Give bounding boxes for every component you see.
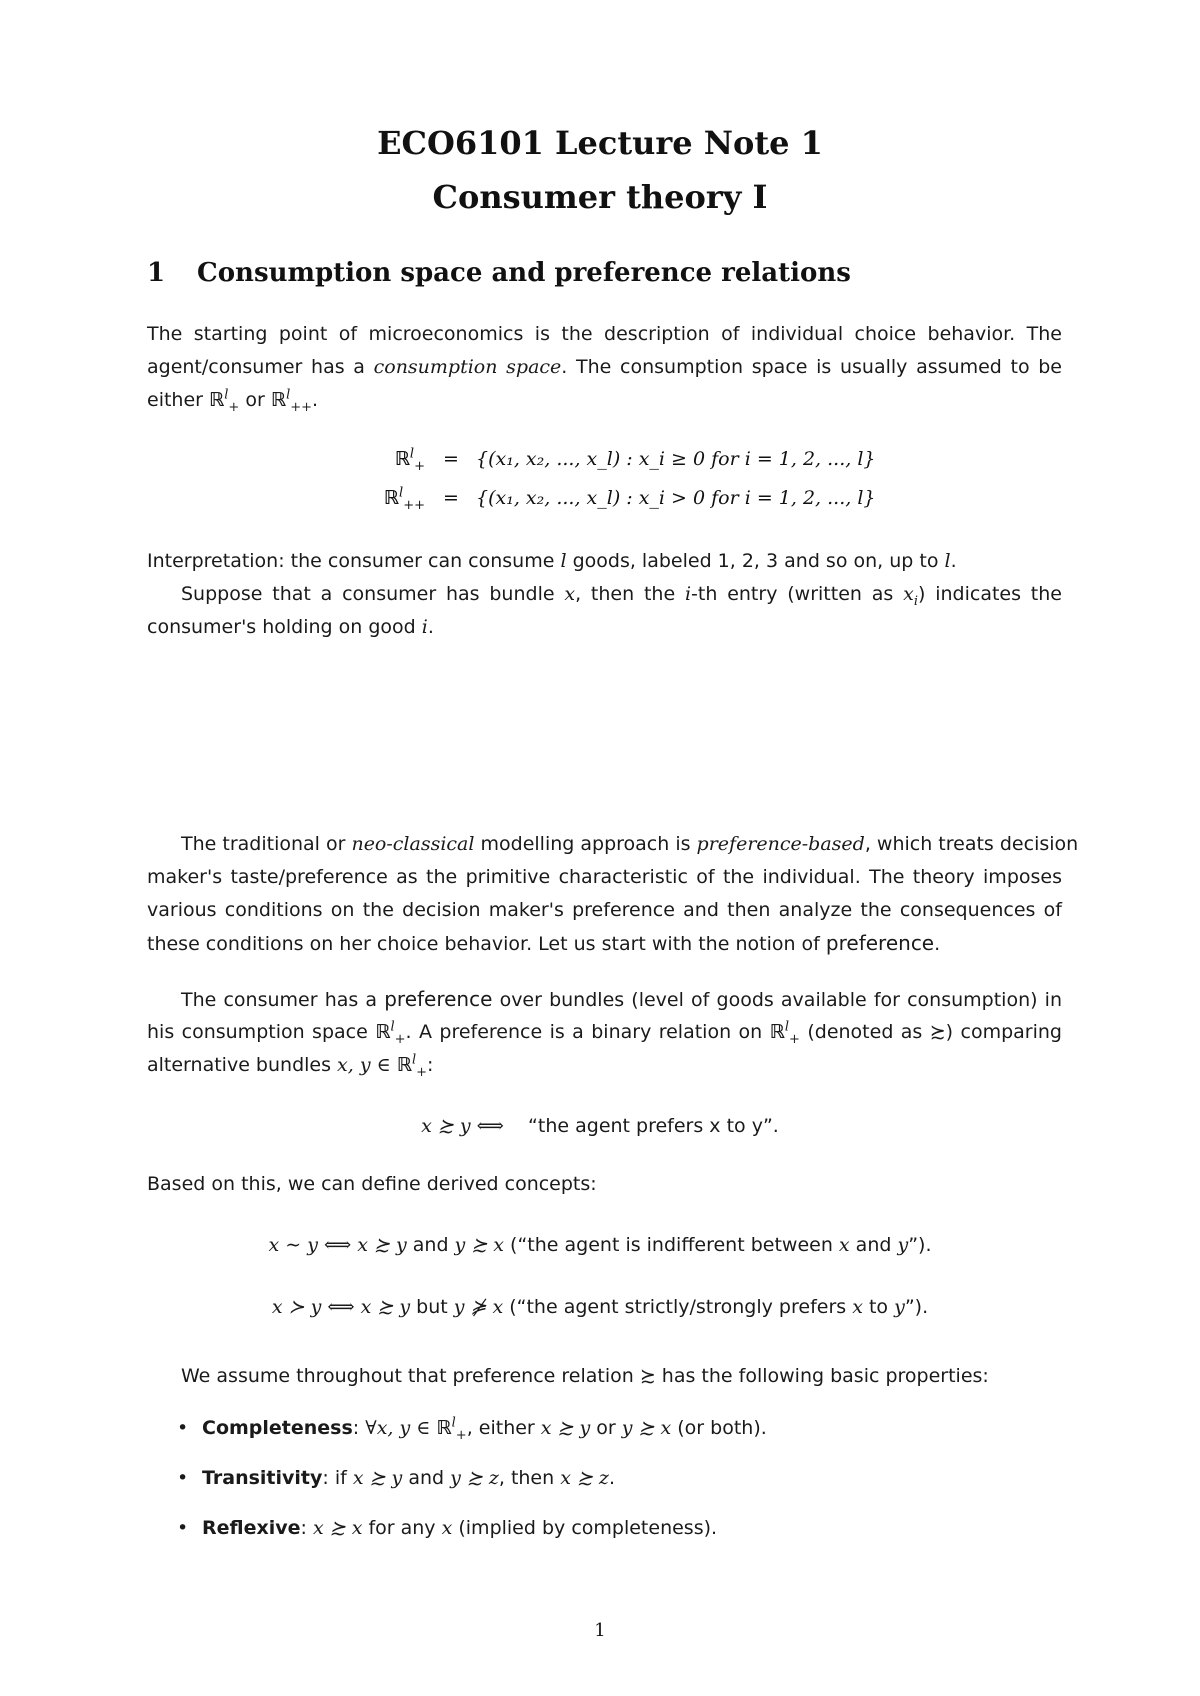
math-expr: y ⋡ x xyxy=(453,1296,504,1318)
preference-definition xyxy=(0,1114,1200,1138)
text-span: : xyxy=(427,1054,434,1076)
equation-1-rhs xyxy=(476,448,876,470)
paragraph-2-line-2 xyxy=(181,582,1062,609)
text-span: modelling approach is xyxy=(474,833,697,855)
subscript-plusplus: ++ xyxy=(403,497,425,513)
paragraph-3-line-3: various conditions on the decision maker's preference and then analyze the consequences of xyxy=(147,899,1062,921)
text-span: , then xyxy=(498,1467,561,1489)
paragraph-4-line-1 xyxy=(181,987,1062,1012)
math-forall: ∀x, y ∈ xyxy=(365,1417,437,1439)
equation-2-rhs xyxy=(476,487,876,509)
text-span: . xyxy=(312,389,319,411)
superscript-l: l xyxy=(451,1415,456,1431)
text-span: his consumption space xyxy=(147,1021,376,1043)
math-i: i xyxy=(684,583,692,605)
math-y: y xyxy=(894,1296,905,1318)
paragraph-3-line-1 xyxy=(181,832,1079,856)
text-span: (denoted as xyxy=(799,1021,930,1043)
subscript-plus: + xyxy=(414,458,425,474)
math-l: l xyxy=(560,550,567,572)
text-span: : xyxy=(352,1417,366,1439)
reals-symbol: ℝ xyxy=(769,1021,785,1043)
text-span: , either xyxy=(466,1417,541,1439)
reals-symbol: ℝ xyxy=(209,389,225,411)
reals-symbol: ℝ xyxy=(375,1021,391,1043)
relation-symbol: ≿ xyxy=(639,1365,656,1387)
text-span: (implied by completeness). xyxy=(452,1517,718,1539)
emphasis-preference-based: preference-based xyxy=(696,833,865,855)
paragraph-6 xyxy=(181,1364,989,1388)
math-expr: x ≿ z xyxy=(560,1467,609,1489)
text-span: ) indicates the xyxy=(917,583,1062,605)
paragraph-4-line-3 xyxy=(147,1052,434,1080)
math-expr: y ≿ x xyxy=(621,1417,672,1439)
paragraph-2-line-3 xyxy=(147,615,434,639)
paragraph-3-line-4 xyxy=(147,931,940,956)
text-span: or xyxy=(239,389,271,411)
bullet-marker: • xyxy=(177,1417,189,1439)
text-span: over bundles (level of goods available for consumption) in xyxy=(492,989,1062,1011)
text-span: Interpretation: the consumer can consume xyxy=(147,550,561,572)
math-xy-in: x, y ∈ xyxy=(337,1054,397,1076)
subscript-plus: + xyxy=(455,1427,467,1443)
set-definition-nonneg: {(x₁, x₂, ..., x_l) : x_i ≥ 0 for i = 1, 2, ..., l} xyxy=(476,448,876,470)
text-span: ) comparing xyxy=(945,1021,1062,1043)
text-span: . xyxy=(427,616,434,638)
math-l: l xyxy=(944,550,951,572)
text-span: (“the agent is indifferent between xyxy=(504,1234,839,1256)
math-expr: x ≻ y ⟺ x ≿ y xyxy=(271,1296,411,1318)
bullet-reflexive xyxy=(202,1516,717,1540)
paragraph-5: Based on this, we can define derived concepts: xyxy=(147,1173,597,1195)
paragraph-1-line-1: The starting point of microeconomics is the description of individual choice behavior. The xyxy=(147,323,1062,345)
text-span: Suppose that a consumer has bundle xyxy=(181,583,565,605)
math-expr: x ≿ y xyxy=(540,1417,591,1439)
math-i: i xyxy=(421,616,428,638)
subscript-plus: + xyxy=(394,1031,406,1047)
term-reflexive: Reflexive xyxy=(202,1517,301,1539)
document-subtitle: Consumer theory I xyxy=(432,178,768,216)
relation-symbol: ≿ xyxy=(929,1021,946,1043)
text-span: alternative bundles xyxy=(147,1054,338,1076)
section-heading xyxy=(147,258,851,288)
reals-symbol: ℝ xyxy=(396,1054,412,1076)
text-span: : xyxy=(300,1517,313,1539)
superscript-l: l xyxy=(784,1019,790,1035)
text-span: and xyxy=(406,1234,455,1256)
section-title: Consumption space and preference relations xyxy=(197,258,851,288)
text-span: : if xyxy=(322,1467,353,1489)
term-completeness: Completeness xyxy=(202,1417,353,1439)
section-number: 1 xyxy=(147,258,166,288)
subscript-plus: + xyxy=(228,399,240,415)
text-span: -th entry (written as xyxy=(691,583,904,605)
text-span: . The consumption space is usually assumed to be xyxy=(561,356,1063,378)
text-span: . A preference is a binary relation on xyxy=(405,1021,770,1043)
text-span: to xyxy=(862,1296,895,1318)
text-span: ”). xyxy=(904,1296,929,1318)
reals-symbol: ℝ xyxy=(383,487,400,509)
set-definition-pos: {(x₁, x₂, ..., x_l) : x_i > 0 for i = 1, 2, ..., l} xyxy=(476,487,876,509)
equation-2-lhs xyxy=(355,485,425,513)
superscript-l: l xyxy=(390,1019,395,1035)
reals-symbol: ℝ xyxy=(394,448,410,470)
subscript-plusplus: ++ xyxy=(290,399,313,415)
bullet-marker: • xyxy=(177,1467,189,1489)
paragraph-2-line-1 xyxy=(147,549,957,573)
text-span: has the following basic properties: xyxy=(655,1365,989,1387)
superscript-l: l xyxy=(411,1052,417,1068)
relation-meaning: “the agent prefers x to y”. xyxy=(528,1115,779,1137)
indifference-definition xyxy=(0,1233,1200,1257)
superscript-l: l xyxy=(286,387,291,403)
math-x: x xyxy=(838,1234,850,1256)
document-title: ECO6101 Lecture Note 1 xyxy=(377,124,823,162)
text-span: and xyxy=(849,1234,898,1256)
subscript-plus: + xyxy=(789,1031,800,1047)
text-span: agent/consumer has a xyxy=(147,356,374,378)
term-preference: preference xyxy=(825,931,935,955)
superscript-l: l xyxy=(224,387,229,403)
term-transitivity: Transitivity xyxy=(202,1467,323,1489)
text-span: goods, labeled 1, 2, 3 and so on, up to xyxy=(566,550,945,572)
superscript-l: l xyxy=(399,485,404,501)
math-y: y xyxy=(897,1234,909,1256)
strict-preference-definition xyxy=(0,1295,1200,1319)
math-expr: x ≿ y xyxy=(352,1467,403,1489)
paragraph-3-line-2: maker's taste/preference as the primitive characteristic of the individual. The theory imposes xyxy=(147,866,1062,888)
text-span: . xyxy=(934,933,941,955)
paragraph-4-line-2 xyxy=(147,1019,1062,1047)
superscript-l: l xyxy=(409,446,415,462)
emphasis-neo-classical: neo-classical xyxy=(351,833,475,855)
reals-symbol: ℝ xyxy=(270,389,287,411)
math-relation: x ≿ y ⟺ xyxy=(421,1115,504,1137)
bullet-marker: • xyxy=(177,1517,189,1539)
text-span: The consumer has a xyxy=(181,989,385,1011)
text-span: and xyxy=(402,1467,451,1489)
text-span: ”). xyxy=(908,1234,932,1256)
text-span: We assume throughout that preference relation xyxy=(181,1365,640,1387)
text-span: . xyxy=(950,550,957,572)
reals-symbol: ℝ xyxy=(436,1417,452,1439)
text-span: or xyxy=(590,1417,622,1439)
equation-1-lhs xyxy=(355,446,425,474)
text-span: (or both). xyxy=(671,1417,767,1439)
math-x: x xyxy=(852,1296,863,1318)
text-span: The traditional or xyxy=(181,833,352,855)
text-span: (“the agent strictly/strongly prefers xyxy=(503,1296,853,1318)
bullet-completeness xyxy=(202,1415,767,1443)
text-span: , then the xyxy=(575,583,685,605)
text-span: either xyxy=(147,389,210,411)
subscript-i: i xyxy=(913,593,918,609)
math-expr: y ≿ z xyxy=(450,1467,499,1489)
subscript-plus: + xyxy=(416,1064,428,1080)
text-span: but xyxy=(410,1296,454,1318)
text-span: . xyxy=(608,1467,615,1489)
equals-sign: = xyxy=(443,487,459,509)
math-expr: x ≿ x xyxy=(312,1517,363,1539)
math-expr: x ∼ y ⟺ x ≿ y xyxy=(268,1234,407,1256)
math-x: x xyxy=(441,1517,453,1539)
text-span: these conditions on her choice behavior. Let us start with the notion of xyxy=(147,933,826,955)
equals-sign: = xyxy=(443,448,459,470)
paragraph-1-line-3 xyxy=(147,387,319,415)
text-span: , which treats decision xyxy=(864,833,1079,855)
page-number: 1 xyxy=(594,1620,606,1641)
text-span: for any xyxy=(362,1517,442,1539)
term-preference: preference xyxy=(384,987,493,1011)
bullet-transitivity xyxy=(202,1466,615,1490)
paragraph-1-line-2 xyxy=(147,355,1062,379)
math-expr: y ≿ x xyxy=(454,1234,504,1256)
emphasis-consumption-space: consumption space xyxy=(373,356,562,378)
math-x: x xyxy=(903,583,914,605)
text-span: consumer's holding on good xyxy=(147,616,422,638)
math-x: x xyxy=(564,583,576,605)
